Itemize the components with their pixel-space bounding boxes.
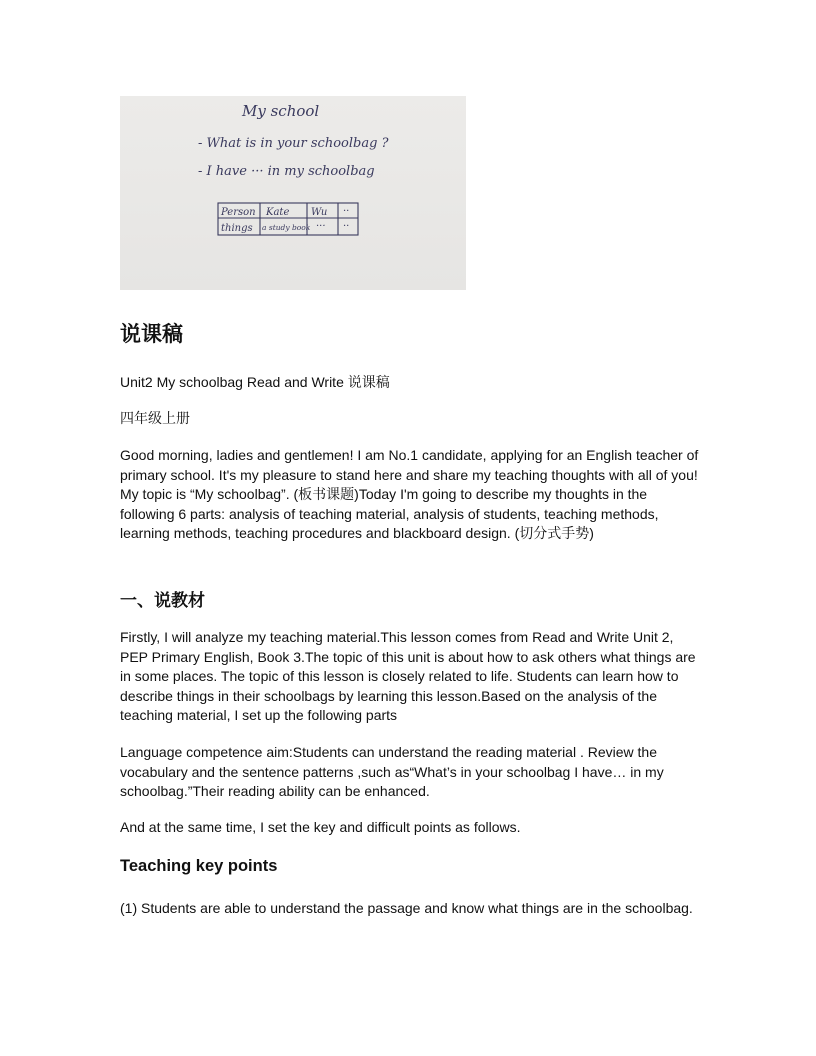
photo-table-cell: Person — [221, 207, 256, 218]
photo-table-cell: a study book — [262, 223, 311, 232]
section-heading: 一、说教材 — [120, 591, 205, 611]
photo-title: My school — [242, 102, 320, 120]
subtitle: Unit2 My schoolbag Read and Write 说课稿 — [120, 374, 390, 390]
key-point-item: (1) Students are able to understand the passage and know what things are in the schoolbag. — [120, 900, 693, 916]
photo-line-2: - I have ··· in my schoolbag — [198, 164, 375, 179]
photo-table-cell: ·· — [343, 206, 350, 217]
photo-table-cell: things — [221, 223, 253, 234]
language-aim-paragraph: Language competence aim:Students can understand the reading material . Review the vocabulary and the sentence patterns ,such as“What’s in your schoolbag I have… in my schoolbag.”Their reading ability can be enhanced. — [120, 744, 664, 800]
document-page — [120, 96, 700, 916]
photo-table-cell: Wu — [311, 207, 328, 218]
photo-line-1: - What is in your schoolbag ? — [198, 136, 389, 151]
grade-label: 四年级上册 — [120, 410, 190, 426]
photo-table-cell: ·· — [343, 221, 350, 232]
key-points-heading: Teaching key points — [120, 857, 278, 875]
photo-table-cell: ··· — [316, 221, 326, 232]
analysis-paragraph: Firstly, I will analyze my teaching material.This lesson comes from Read and Write Unit 2, PEP Primary English, Book 3.The topic of this unit is about how to ask others what things are in some places. The topic of this lesson is closely related to life. Students can learn how to describe things in their schoolbags by learning this lesson.Based on the analysis of the teaching material, I set up the following parts — [120, 629, 696, 724]
intro-paragraph: Good morning, ladies and gentlemen! I am No.1 candidate, applying for an English teacher of primary school. It's my pleasure to stand here and share my teaching thoughts with all of you! My topic is “My schoolbag”. (板书课题)Today I'm going to describe my thoughts in the following 6 parts: analysis of teaching material, analysis of students, teaching methods, learning methods, teaching procedures and blackboard design. (切分式手势) — [120, 447, 699, 542]
photo-table-cell: Kate — [266, 207, 290, 218]
whiteboard-photo — [120, 96, 466, 290]
page-title: 说课稿 — [120, 322, 183, 346]
key-points-intro: And at the same time, I set the key and difficult points as follows. — [120, 819, 521, 835]
whiteboard-drawing — [120, 96, 466, 290]
